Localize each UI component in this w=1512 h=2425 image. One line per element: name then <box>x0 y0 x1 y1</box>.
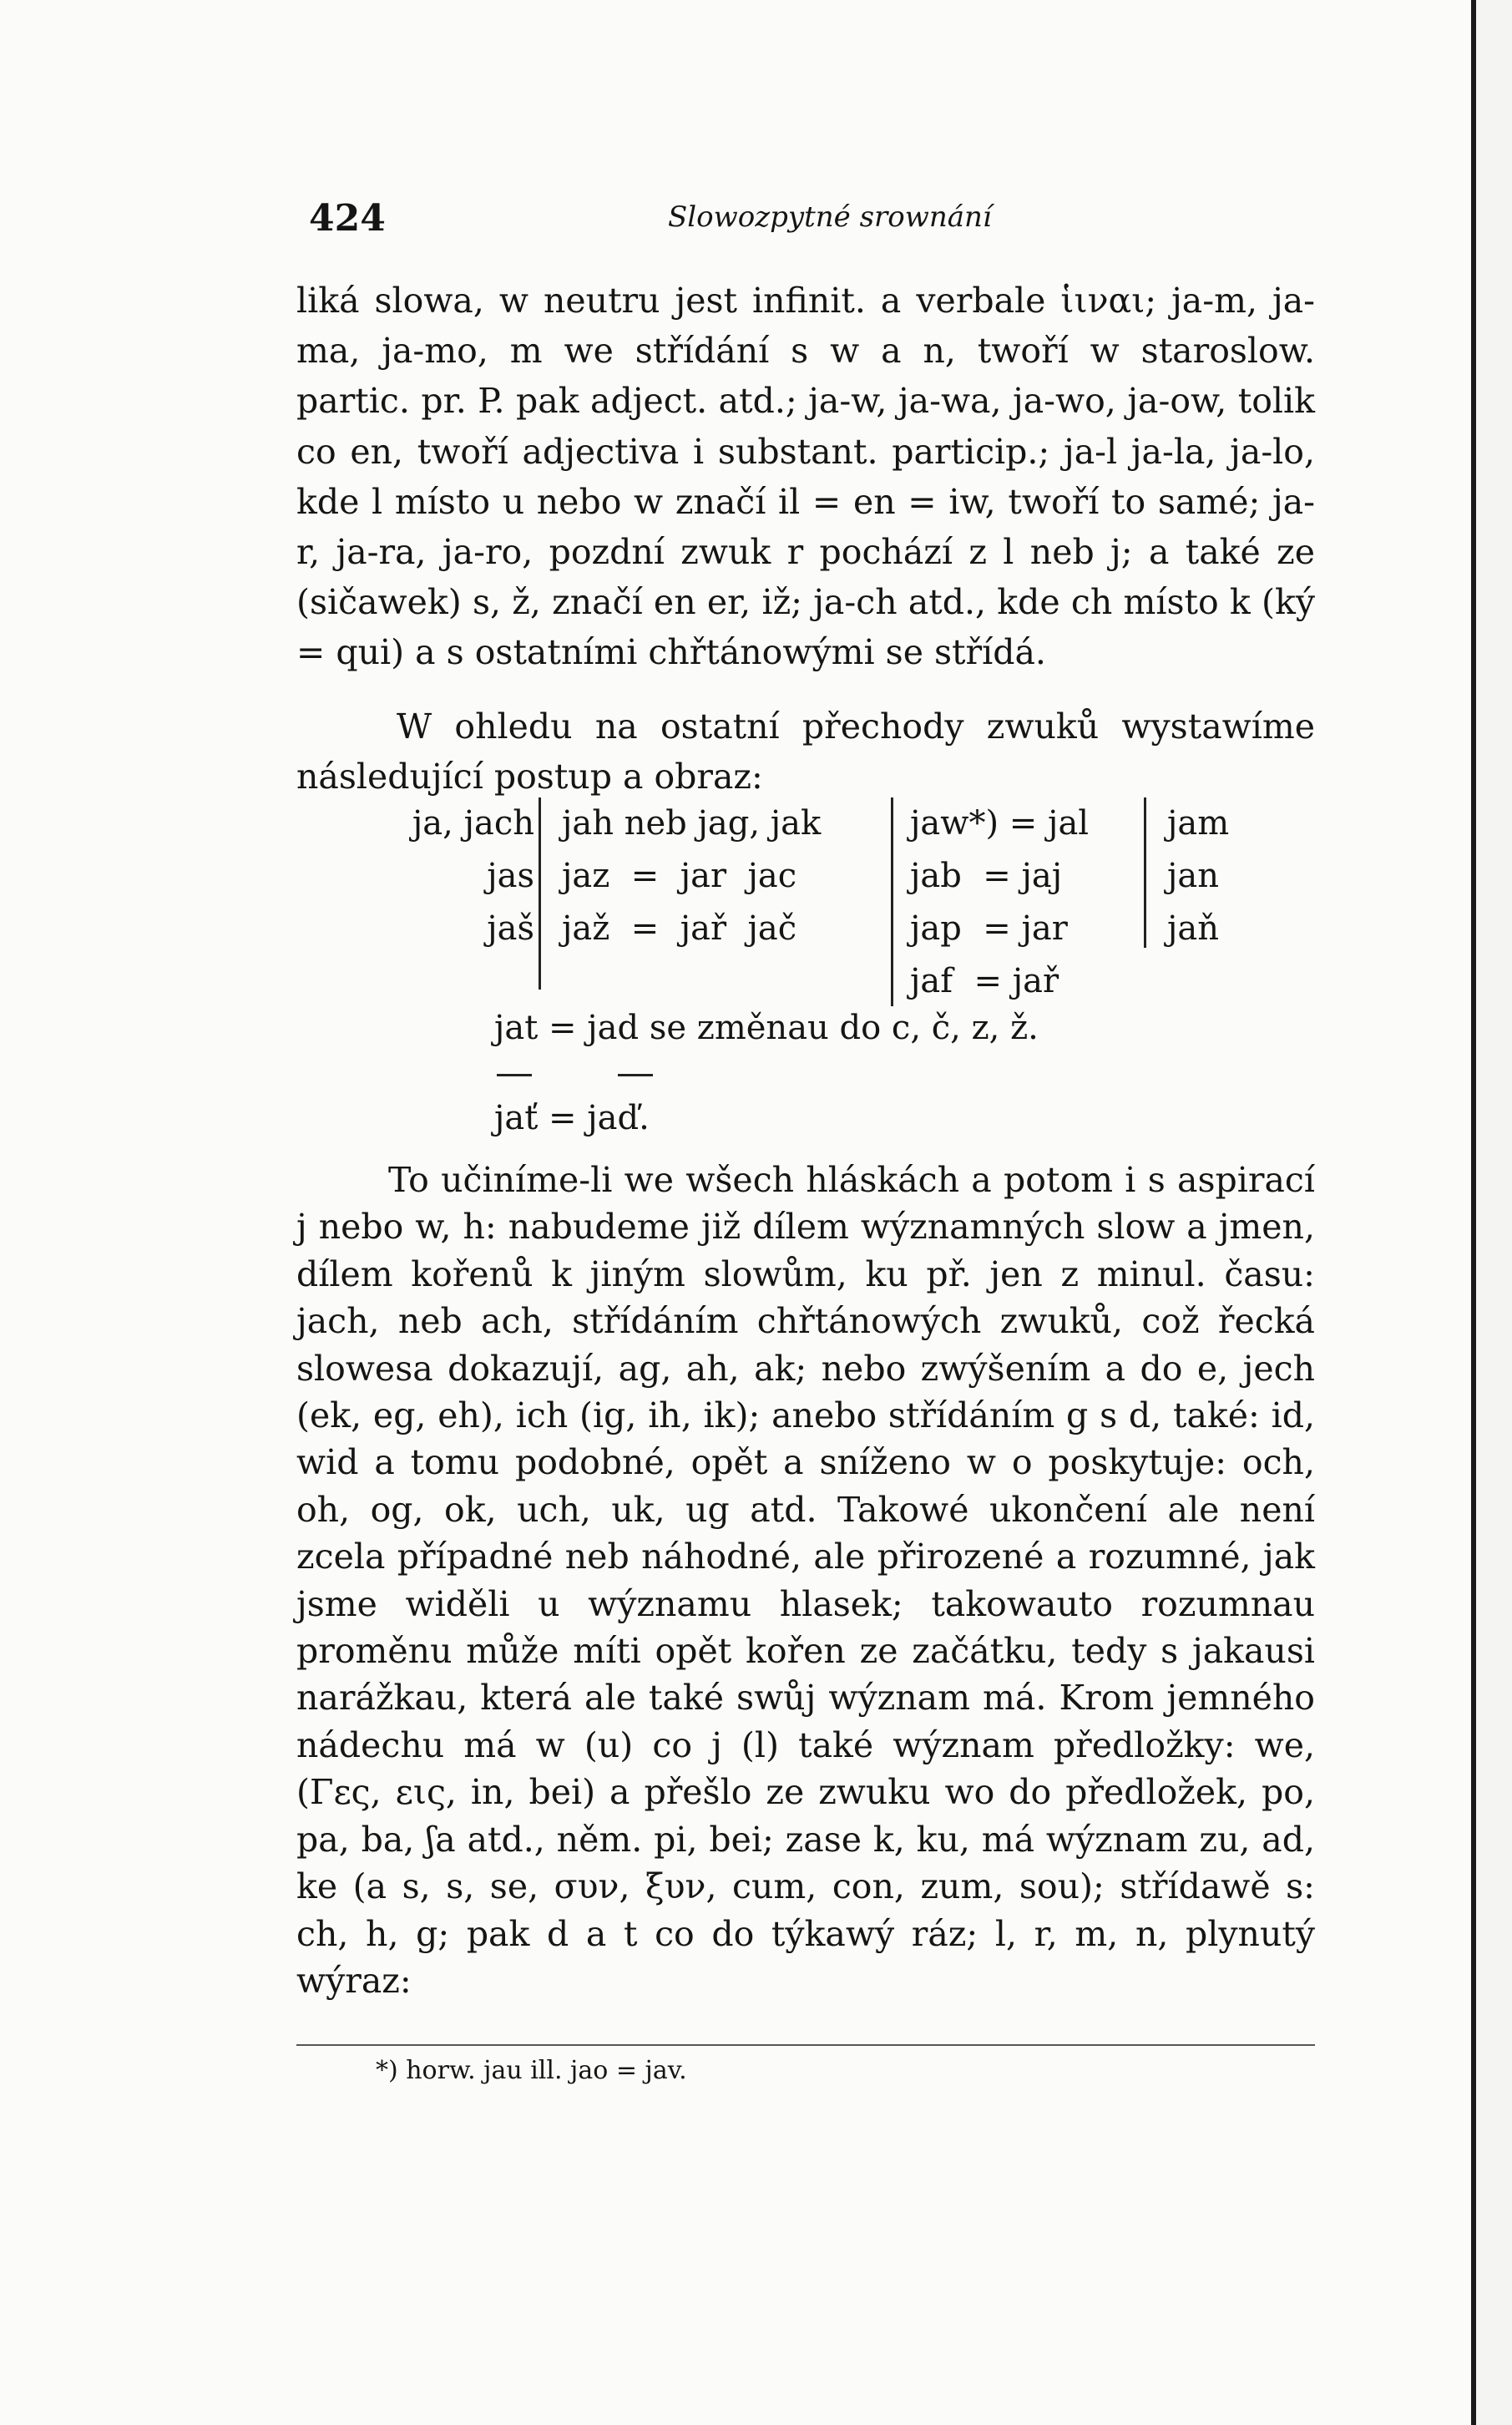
table-cell: jaw*) = jal <box>910 804 1090 843</box>
table-note: jať = jaď. <box>494 1099 650 1137</box>
table-cell: jaz = jar jac <box>562 857 797 895</box>
footnote-rule <box>296 2044 1315 2046</box>
margin-strip <box>1476 0 1512 2425</box>
table-cell: jaš <box>487 909 534 948</box>
book-page <box>296 0 1340 2425</box>
body-paragraph-3: To učiníme-li we wšech hláskách a potom i s aspirací j nebo w, h: nabudeme již dílem wýznamných slow a jmen, dílem kořenů k jiným slowům, ku př. jen z minul. času: jach, neb ach, střídáním chřtánowých zwuků, což řecká slowesa dokazují, ag, ah, ak; nebo zwýšením a do e, jech (ek, eg, eh), ich (ig, ih, ik); anebo střídáním g s d, také: id, wid a tomu podobné, opět a sníženo w o poskytuje: och, oh, og, ok, uch, uk, ug atd. Takowé ukončení ale není zcela případné neb náhodné, ale přirozené a rozumné, jak jsme widěli u wýznamu hlasek; takowauto rozumnau proměnu může míti opět kořen ze začátku, tedy s jakausi narážkau, která ale také swůj wýznam má. Krom jemného nádechu má w (u) co j (l) také wýznam předložky: we, (Γες, εις, in, bei) a přešlo ze zwuku wo do předložek, po, pa, ba, ʃa atd., něm. pi, bei; zase k, ku, má wýznam zu, ad, ke (a s, s, se, συν, ξυν, cum, con, zum, sou); střídawě s: ch, h, g; pak d a t co do týkawý ráz; l, r, m, n, plynutý wýraz: <box>296 1160 1315 2001</box>
table-cell: jab = jaj <box>910 857 1063 895</box>
table-cell: jah neb jag, jak <box>562 804 822 843</box>
footnote: *) horw. jau ill. jao = jav. <box>376 2056 687 2085</box>
table-cell: ja, jach <box>412 804 534 843</box>
table-column-1 <box>326 797 534 955</box>
table-note: jat = jad se změnau do c, č, z, ž. <box>494 1009 1039 1047</box>
short-rule <box>497 1074 532 1076</box>
table-cell: jaň <box>1167 909 1220 948</box>
table-column-3 <box>891 797 1152 1006</box>
table-column-4 <box>1144 797 1301 948</box>
running-head: Slowozpytné srownání <box>668 200 992 234</box>
short-rule <box>618 1074 653 1076</box>
table-cell: jap = jar <box>910 909 1068 948</box>
table-column-2 <box>539 797 822 990</box>
page-number: 424 <box>309 197 386 240</box>
table-cell: jam <box>1167 804 1230 843</box>
body-paragraph-1: liká slowa, w neutru jest infinit. a verbale ἱιναι; ja-m, ja-ma, ja-mo, m we střídání s w a n, twoří w staroslow. partic. pr. P. pak adject. atd.; ja-w, ja-wa, ja-wo, ja-ow, tolik co en, twoří adjectiva i substant. particip.; ja-l ja-la, ja-lo, kde l místo u nebo w značí il = en = iw, twoří to samé; ja-r, ja-ra, ja-ro, pozdní zwuk r pochází z l neb j; a také ze (sičawek) s, ž, značí en er, iž; ja-ch atd., kde ch místo k (ký = qui) a s ostatními chřtánowými se střídá. <box>296 281 1315 673</box>
table-cell: jas <box>487 857 534 895</box>
sound-change-table <box>296 797 1315 1031</box>
page-header <box>309 197 1060 247</box>
table-cell: jaž = jař jač <box>562 909 797 948</box>
table-cell: jaf = jař <box>910 962 1059 1000</box>
table-cell: jan <box>1167 857 1220 895</box>
body-paragraph-2: W ohledu na ostatní přechody zwuků wystawíme následující postup a obraz: <box>296 706 1315 797</box>
